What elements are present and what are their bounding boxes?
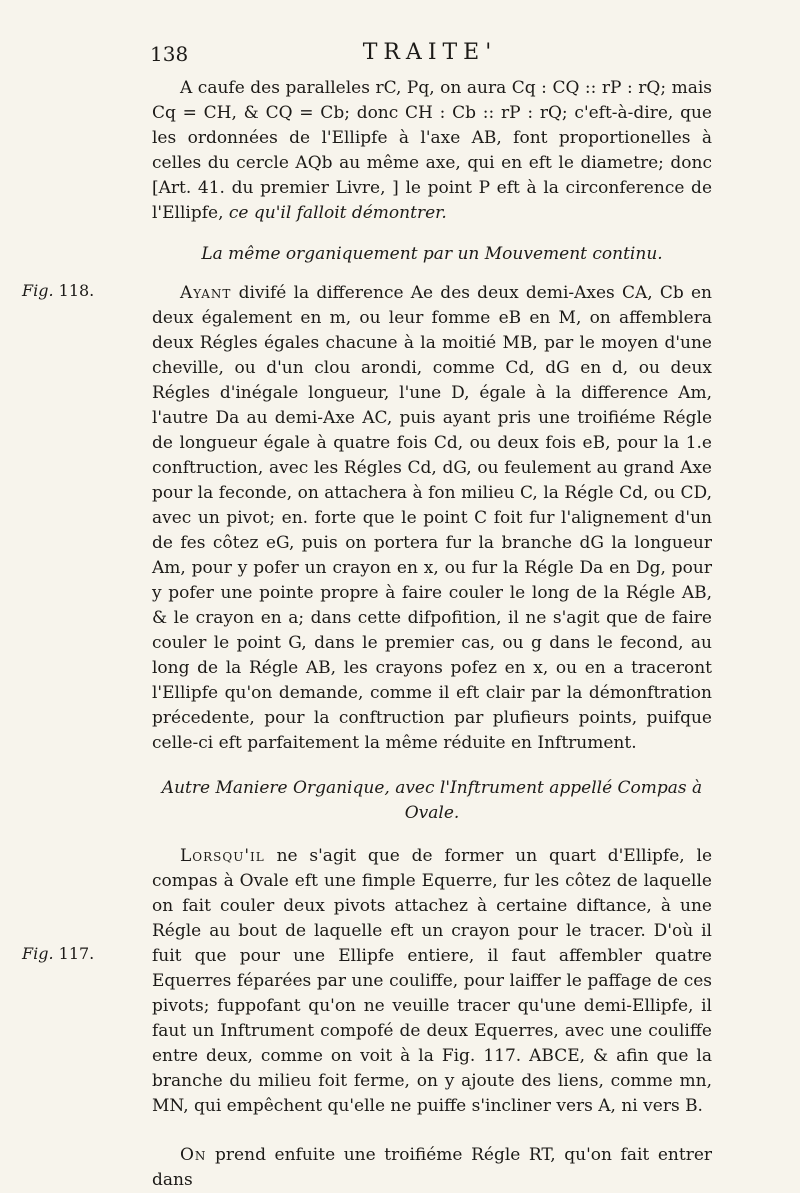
paragraph-text: ne s'agit que de former un quart d'Ellipfe, le compas à Ovale eft une fimple Equerre, fur les côtez de laquelle on fait couler deux pivots attachez à certaine diftance, à une Régle au bout de laquelle eft un crayon pour le tracer. D'où il fuit que pour une Ellipfe entiere, il faut affembler quatre Equerres féparées par une couliffe, pour laiffer le paffage de ces pivots; fuppofant qu'on ne veuille tracer qu'une demi-Ellipfe, il faut un Inftrument compofé de deux Equerres, avec une couliffe entre deux, comme on voit à la Fig. 117. ABCE, & afin que la branche du milieu foit ferme, on y ajoute des liens, comme mn, MN, qui empêchent qu'elle ne puiffe s'incliner vers A, ni vers B. [152, 846, 713, 1116]
paragraph-oval-compass [152, 844, 712, 1119]
section-heading-oval-compass: Autre Maniere Organique, avec l'Inftrument appellé Compas à Ovale. [161, 778, 703, 823]
fig-label: Fig. [22, 944, 54, 963]
lead-word: Lorsqu'il [180, 846, 265, 866]
conclusion-phrase: ce qu'il falloit démontrer. [228, 203, 447, 223]
margin-figure-ref-118 [22, 281, 94, 300]
page-number: 138 [150, 42, 189, 66]
fig-label: Fig. [22, 281, 54, 300]
section-oval-compass [22, 844, 713, 1119]
paragraph-text: prend enfuite une troifiéme Régle RT, qu'on fait entrer dans [152, 1145, 713, 1190]
lead-word: On [180, 1145, 207, 1165]
running-title: TRAITE' [362, 40, 498, 65]
paragraph-text: A caufe des paralleles rC, Pq, on aura Cq : CQ :: rP : rQ; mais Cq = CH, & CQ = Cb; donc CH : Cb :: rP : rQ; c'eft-à-dire, que les ordonnées de l'Ellipfe à l'axe AB, font proportionelles à celles du cercle AQb au même axe, qui en eft le diametre; donc [Art. 41. du premier Livre, ] le point P eft à la circonference de l'Ellipfe, [152, 78, 712, 223]
section-heading-continuous-motion: La même organiquement par un Mouvement continu. [201, 244, 663, 264]
paragraph-third-rule [152, 1143, 712, 1193]
paragraph-construction [152, 281, 712, 756]
paragraph-proof [152, 76, 712, 226]
page-header [150, 40, 710, 70]
lead-word: Ayant [180, 283, 232, 303]
page-body [22, 76, 713, 1193]
paragraph-text: divifé la difference Ae des deux demi-Axes CA, Cb en deux également en m, ou leur fomme eB en M, on affemblera deux Régles égales chacune à la moitié MB, par le moyen d'une cheville, ou d'un clou arondi, comme Cd, dG en d, ou deux Régles d'inégale longueur, l'une D, égale à la difference Am, l'autre Da au demi-Axe AC, puis ayant pris une troifiéme Régle de longueur égale à quatre fois Cd, ou deux fois eB, pour la 1.e conftruction, avec les Régles Cd, dG, ou feulement au grand Axe pour la feconde, on attachera à fon milieu C, la Régle Cd, ou CD, avec un pivot; en. forte que le point C foit fur l'alignement d'un de fes côtez eG, puis on portera fur la branche dG la longueur Am, pour y pofer un crayon en x, ou fur la Régle Da en Dg, pour y pofer une pointe propre à faire couler le long de la Régle AB, & le crayon en a; dans cette difpofition, il ne s'agit que de faire couler le point G, dans le premier cas, ou g dans le fecond, au long de la Régle AB, les crayons pofez en x, ou en a traceront l'Ellipfe qu'on demande, comme il eft clair par la démonftration précedente, pour la conftruction par plufieurs points, puifque celle-ci eft parfaitement la même réduite en Inftrument. [152, 283, 712, 753]
section-continuous-motion [22, 281, 712, 756]
fig-number: 117. [58, 944, 95, 963]
margin-figure-ref-117 [22, 944, 94, 963]
fig-number: 118. [58, 281, 95, 300]
